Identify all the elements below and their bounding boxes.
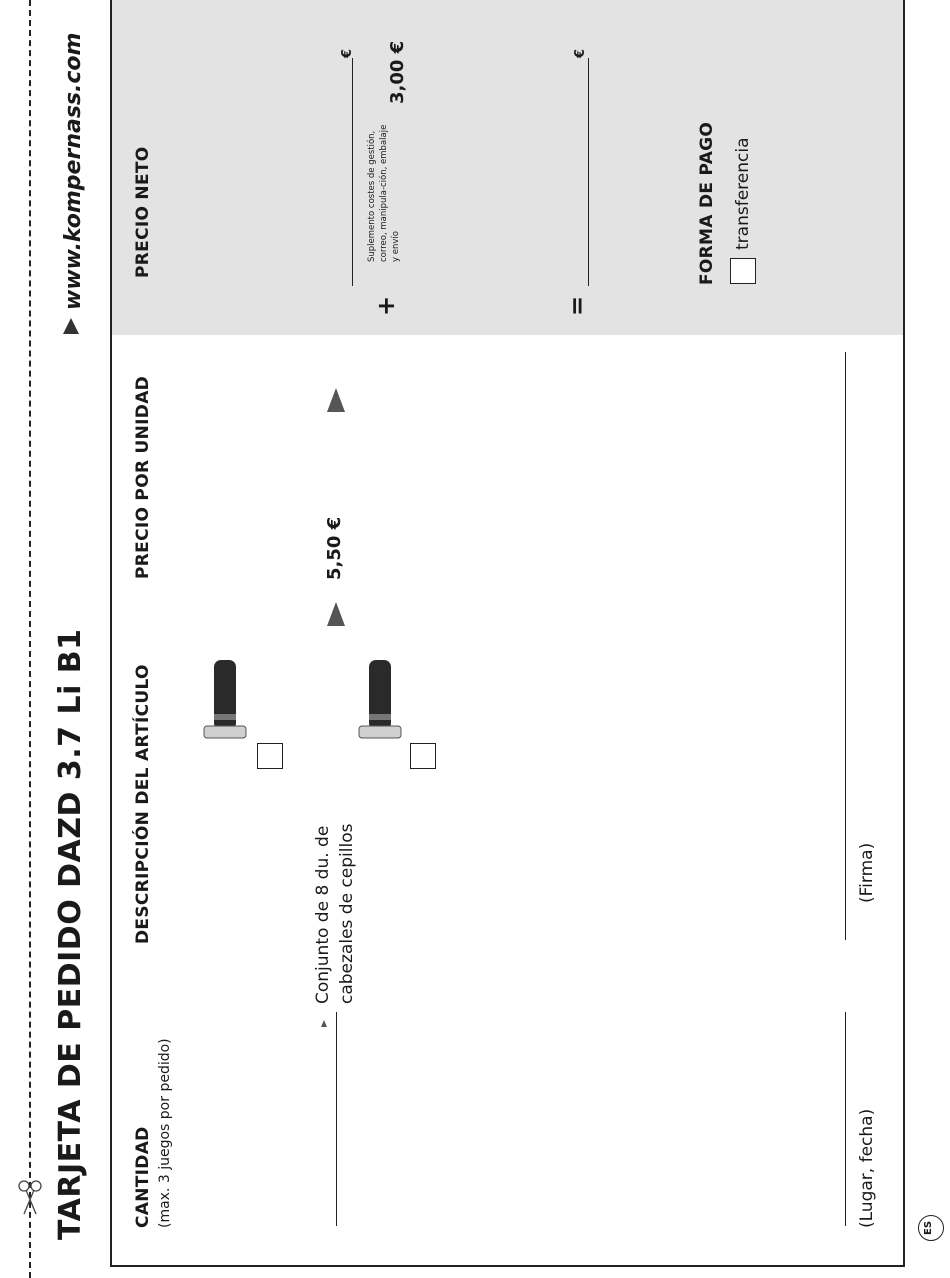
plus-sign: + bbox=[372, 295, 400, 316]
arrow-right-icon bbox=[327, 388, 345, 412]
net-price-input-line[interactable] bbox=[352, 58, 353, 286]
transfer-label: transferencia bbox=[733, 137, 753, 250]
card-bottom-border bbox=[110, 1265, 905, 1267]
total-currency: € bbox=[573, 48, 588, 58]
unit-price-value: 5,50 € bbox=[324, 516, 345, 580]
place-date-input-line[interactable] bbox=[845, 1012, 846, 1226]
form-title: TARJETA DE PEDIDO DAZD 3.7 Li B1 bbox=[53, 628, 88, 1240]
scissors-icon bbox=[16, 1178, 44, 1218]
item-description-line2: cabezales de cepillos bbox=[337, 823, 357, 1004]
language-badge-label: ES bbox=[923, 1220, 934, 1235]
quantity-input-line[interactable] bbox=[336, 1012, 337, 1226]
item-description-line1: Conjunto de 8 du. de bbox=[313, 825, 333, 1004]
toothbrush-head-icon bbox=[200, 660, 250, 744]
equals-sign: = bbox=[563, 295, 591, 316]
net-price-currency: € bbox=[340, 48, 355, 58]
arrow-right-icon bbox=[62, 318, 80, 338]
net-price-header: PRECIO NETO bbox=[133, 146, 153, 278]
total-input-line[interactable] bbox=[588, 58, 589, 286]
transfer-checkbox[interactable] bbox=[730, 258, 756, 284]
payment-heading: FORMA DE PAGO bbox=[697, 121, 717, 285]
description-header: DESCRIPCIÓN DEL ARTÍCULO bbox=[133, 664, 153, 944]
language-badge bbox=[918, 1215, 944, 1241]
card-left-border bbox=[110, 0, 112, 1265]
quantity-note: (max. 3 juegos por pedido) bbox=[157, 1038, 173, 1228]
cut-line bbox=[29, 0, 31, 1278]
website-url: www.kompernass.com bbox=[61, 32, 86, 310]
surcharge-amount: 3,00 € bbox=[387, 40, 408, 104]
item-checkbox-2[interactable] bbox=[410, 743, 436, 769]
item-checkbox-1[interactable] bbox=[257, 743, 283, 769]
toothbrush-head-icon bbox=[355, 660, 405, 744]
net-price-panel bbox=[110, 0, 903, 335]
signature-input-line[interactable] bbox=[845, 352, 846, 940]
surcharge-text: Suplemento costes de gestión, correo, manipula-ción, embalaje y envío bbox=[367, 124, 401, 262]
arrow-right-icon bbox=[327, 602, 345, 626]
card-right-border bbox=[903, 0, 905, 1265]
place-date-label: (Lugar, fecha) bbox=[857, 1108, 877, 1228]
signature-label: (Firma) bbox=[857, 842, 877, 903]
arrow-right-icon bbox=[321, 1020, 327, 1027]
quantity-header: CANTIDAD bbox=[133, 1126, 153, 1228]
unit-price-header: PRECIO POR UNIDAD bbox=[133, 375, 153, 579]
